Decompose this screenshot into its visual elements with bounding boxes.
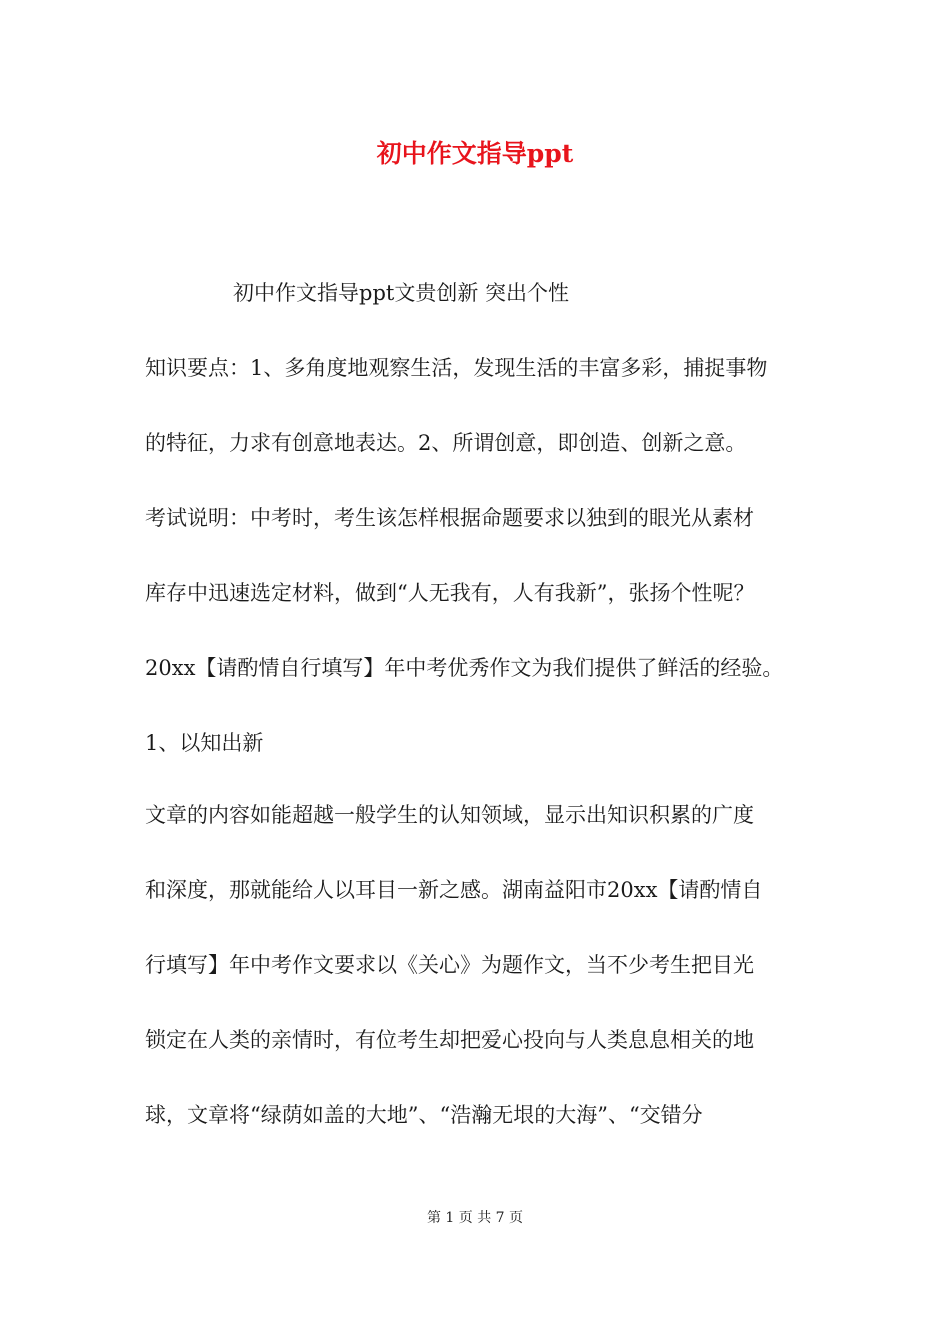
paragraph-line: 考试说明：中考时，考生该怎样根据命题要求以独到的眼光从素材 — [145, 506, 754, 530]
paragraph-line: 锁定在人类的亲情时，有位考生却把爱心投向与人类息息相关的地 — [145, 1028, 754, 1052]
document-subtitle: 初中作文指导ppt文贵创新 突出个性 — [233, 281, 569, 305]
page-number-footer: 第 1 页 共 7 页 — [426, 1210, 524, 1226]
document-title: 初中作文指导ppt — [376, 139, 574, 168]
paragraph-line: 的特征，力求有创意地表达。2、所谓创意，即创造、创新之意。 — [145, 431, 747, 455]
paragraph-line: 行填写】年中考作文要求以《关心》为题作文，当不少考生把目光 — [145, 953, 754, 977]
paragraph-line: 球，文章将“绿荫如盖的大地”、“浩瀚无垠的大海”、“交错分 — [145, 1103, 703, 1127]
paragraph-line: 库存中迅速选定材料，做到“人无我有，人有我新”，张扬个性呢？ — [145, 581, 755, 605]
paragraph-line: 知识要点：1、多角度地观察生活，发现生活的丰富多彩，捕捉事物 — [145, 356, 768, 380]
paragraph-line: 20xx【请酌情自行填写】年中考优秀作文为我们提供了鲜活的经验。 — [145, 656, 784, 680]
paragraph-line: 文章的内容如能超越一般学生的认知领域，显示出知识积累的广度 — [145, 803, 754, 827]
paragraph-line: 和深度，那就能给人以耳目一新之感。湖南益阳市20xx【请酌情自 — [145, 878, 763, 902]
section-heading: 1、以知出新 — [145, 731, 264, 755]
